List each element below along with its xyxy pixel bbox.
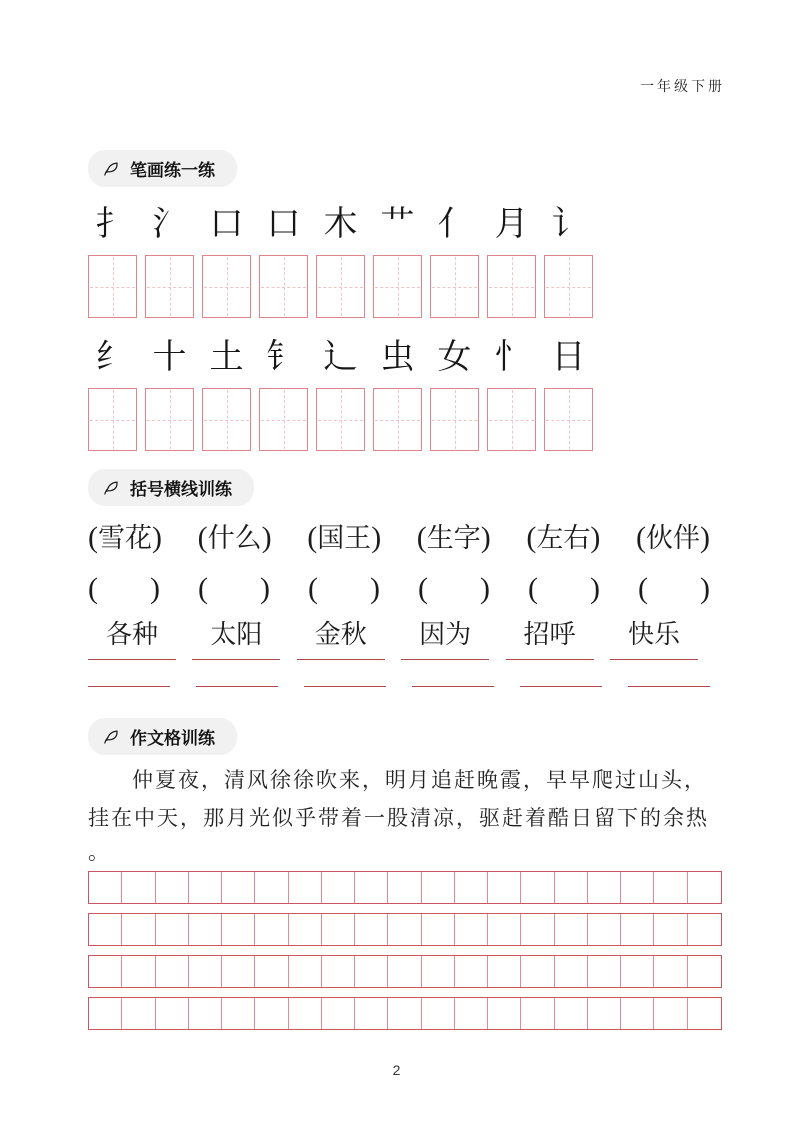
paragraph-line: 挂在中天，那月光似乎带着一股清凉，驱赶着酷日留下的余热 <box>88 806 709 830</box>
composition-grid-cell <box>156 872 189 903</box>
bracket-word <box>88 514 162 562</box>
composition-grid-cell <box>422 956 455 987</box>
composition-grid-cell <box>322 998 355 1029</box>
composition-grid-cell <box>322 914 355 945</box>
composition-grid-cell <box>156 914 189 945</box>
tianzige-box <box>202 255 251 318</box>
composition-grid-cell <box>455 998 488 1029</box>
tianzige-box <box>544 255 593 318</box>
composition-grid-cell <box>222 914 255 945</box>
stroke-char: 月 <box>494 206 529 243</box>
composition-grid-cell <box>122 956 155 987</box>
composition-grid-cell <box>388 956 421 987</box>
underlined-word: 各种 <box>88 614 176 660</box>
close-paren: ) <box>370 572 380 605</box>
stroke-row-2 <box>88 330 593 386</box>
stroke-char: 辶 <box>323 339 358 376</box>
composition-grid-cell <box>555 914 588 945</box>
stroke-char: 忄 <box>494 339 529 376</box>
composition-grid-cell <box>255 872 288 903</box>
stroke-char: 女 <box>437 339 472 376</box>
composition-grid-cell <box>355 872 388 903</box>
blank-underline <box>520 686 602 688</box>
composition-grid-cell <box>455 872 488 903</box>
tianzige-box <box>259 255 308 318</box>
composition-grid-cell <box>388 872 421 903</box>
composition-grid-cell <box>422 872 455 903</box>
composition-grid-cell <box>388 998 421 1029</box>
composition-grid-cell <box>289 872 322 903</box>
composition-grid-cell <box>222 998 255 1029</box>
composition-grid-cell <box>588 872 621 903</box>
composition-grid-cell <box>488 914 521 945</box>
quill-icon <box>102 479 120 497</box>
composition-grid-row <box>88 997 722 1030</box>
empty-bracket-pair <box>198 566 270 612</box>
tianzige-box <box>373 255 422 318</box>
blank-underline <box>196 686 278 688</box>
open-paren: ( <box>416 521 427 554</box>
tianzige-box <box>373 388 422 451</box>
composition-grid-cell <box>521 998 554 1029</box>
composition-grid-cell <box>89 956 122 987</box>
composition-grid-cell <box>621 998 654 1029</box>
stroke-char: 口 <box>266 206 301 243</box>
close-paren: ) <box>590 572 600 605</box>
tianzige-box <box>544 388 593 451</box>
composition-grid-cell <box>621 956 654 987</box>
open-paren: ( <box>307 521 318 554</box>
bracket-word-text: 生字 <box>426 523 481 553</box>
composition-grid-cell <box>588 998 621 1029</box>
underlined-word: 快乐 <box>610 614 698 660</box>
composition-grid-cell <box>355 914 388 945</box>
document-edition-label: 一年级下册 <box>640 80 725 95</box>
section-title-text: 笔画练一练 <box>130 161 215 180</box>
composition-grid-cell <box>488 998 521 1029</box>
open-paren: ( <box>88 521 98 554</box>
open-paren: ( <box>526 521 537 554</box>
close-paren: ) <box>371 521 382 554</box>
tianzige-box <box>316 255 365 318</box>
underlined-word: 招呼 <box>506 614 594 660</box>
composition-grid-cell <box>89 914 122 945</box>
tianzige-box <box>88 388 137 451</box>
composition-grid-cell <box>388 914 421 945</box>
tianzige-box <box>88 255 137 318</box>
composition-grid-cell <box>588 956 621 987</box>
section-title-text: 括号横线训练 <box>130 480 232 499</box>
open-paren: ( <box>418 572 428 605</box>
composition-grid-row <box>88 871 722 904</box>
blank-underline <box>88 686 170 688</box>
composition-grid-row <box>88 913 722 946</box>
composition-grid-cell <box>688 998 721 1029</box>
blank-underline <box>412 686 494 688</box>
composition-grid-cell <box>588 914 621 945</box>
tianzige-box <box>487 388 536 451</box>
underlined-word: 太阳 <box>192 614 280 660</box>
composition-grid-cell <box>222 956 255 987</box>
composition-grid-cell <box>189 956 222 987</box>
composition-grid-cell <box>89 872 122 903</box>
close-paren: ) <box>590 521 601 554</box>
quill-icon <box>102 160 120 178</box>
stroke-char: 土 <box>209 339 244 376</box>
composition-grid-cell <box>122 998 155 1029</box>
tianzige-box <box>145 388 194 451</box>
bracket-word-text: 伙伴 <box>645 523 700 553</box>
composition-grid-cell <box>289 914 322 945</box>
open-paren: ( <box>88 572 98 605</box>
composition-grid-cell <box>355 998 388 1029</box>
close-paren: ) <box>261 521 272 554</box>
composition-grid-cell <box>156 998 189 1029</box>
close-paren: ) <box>152 521 162 554</box>
close-paren: ) <box>480 521 491 554</box>
stroke-practice-area <box>88 197 722 451</box>
empty-bracket-pair <box>308 566 380 612</box>
composition-grid-cell <box>555 998 588 1029</box>
composition-grid-cell <box>688 914 721 945</box>
close-paren: ) <box>260 572 270 605</box>
composition-grid <box>88 871 722 1030</box>
stroke-char: 艹 <box>380 206 415 243</box>
composition-grid-cell <box>621 914 654 945</box>
composition-grid-row <box>88 955 722 988</box>
stroke-char: 钅 <box>266 339 301 376</box>
stroke-row-1 <box>88 197 593 253</box>
tianzige-box <box>316 388 365 451</box>
stroke-char: 虫 <box>380 339 415 376</box>
composition-grid-cell <box>654 914 687 945</box>
stroke-char: 讠 <box>551 206 586 243</box>
composition-grid-cell <box>621 872 654 903</box>
section-title-text: 作文格训练 <box>130 729 215 748</box>
practice-box-row-2 <box>88 388 593 451</box>
composition-grid-cell <box>688 956 721 987</box>
tianzige-box <box>487 255 536 318</box>
open-paren: ( <box>638 572 648 605</box>
composition-grid-cell <box>255 998 288 1029</box>
underlined-word: 金秋 <box>297 614 385 660</box>
paragraph-line: 。 <box>88 840 111 864</box>
worksheet-content <box>88 150 722 1030</box>
section-title-brackets <box>88 469 254 506</box>
composition-grid-cell <box>521 914 554 945</box>
composition-grid-cell <box>322 872 355 903</box>
open-paren: ( <box>308 572 318 605</box>
tianzige-box <box>202 388 251 451</box>
composition-grid-cell <box>488 872 521 903</box>
composition-grid-cell <box>422 998 455 1029</box>
composition-grid-cell <box>555 956 588 987</box>
empty-brackets-row <box>88 566 710 612</box>
underline-words-row <box>88 614 698 660</box>
stroke-char: 扌 <box>95 206 130 243</box>
stroke-char: 纟 <box>95 339 130 376</box>
bracket-word <box>526 514 600 562</box>
composition-grid-cell <box>289 998 322 1029</box>
close-paren: ) <box>150 572 160 605</box>
bracket-word <box>636 514 710 562</box>
composition-paragraph <box>88 761 722 867</box>
empty-bracket-pair <box>638 566 710 612</box>
bracket-word-text: 什么 <box>207 523 262 553</box>
practice-box-row-1 <box>88 255 593 318</box>
underlined-word: 因为 <box>401 614 489 660</box>
composition-grid-cell <box>355 956 388 987</box>
composition-grid-cell <box>322 956 355 987</box>
blank-underline <box>304 686 386 688</box>
stroke-char: 十 <box>152 339 187 376</box>
close-paren: ) <box>480 572 490 605</box>
composition-grid-cell <box>555 872 588 903</box>
composition-grid-cell <box>89 998 122 1029</box>
bracket-word <box>417 514 491 562</box>
empty-bracket-pair <box>418 566 490 612</box>
empty-underlines-row <box>88 686 710 688</box>
composition-grid-cell <box>189 872 222 903</box>
quill-icon <box>102 728 120 746</box>
open-paren: ( <box>528 572 538 605</box>
blank-underline <box>628 686 710 688</box>
bracket-word-text: 雪花 <box>98 523 152 553</box>
bracket-word <box>198 514 272 562</box>
bracket-word-text: 左右 <box>536 523 591 553</box>
stroke-char: 木 <box>323 206 358 243</box>
open-paren: ( <box>635 521 646 554</box>
section-title-strokes <box>88 150 237 187</box>
bracket-words-row <box>88 514 710 562</box>
composition-grid-cell <box>122 872 155 903</box>
tianzige-box <box>259 388 308 451</box>
stroke-char: 日 <box>551 339 586 376</box>
empty-bracket-pair <box>88 566 160 612</box>
composition-grid-cell <box>255 914 288 945</box>
composition-grid-cell <box>521 872 554 903</box>
empty-bracket-pair <box>528 566 600 612</box>
composition-grid-cell <box>455 956 488 987</box>
composition-grid-cell <box>688 872 721 903</box>
composition-grid-cell <box>189 914 222 945</box>
bracket-word-text: 国王 <box>317 523 372 553</box>
composition-grid-cell <box>455 914 488 945</box>
composition-grid-cell <box>488 956 521 987</box>
composition-grid-cell <box>222 872 255 903</box>
open-paren: ( <box>198 572 208 605</box>
tianzige-box <box>145 255 194 318</box>
composition-grid-cell <box>422 914 455 945</box>
bracket-word <box>307 514 381 562</box>
stroke-char: 氵 <box>152 206 187 243</box>
composition-grid-cell <box>289 956 322 987</box>
section-title-composition <box>88 718 237 755</box>
composition-grid-cell <box>654 956 687 987</box>
composition-grid-cell <box>255 956 288 987</box>
composition-grid-cell <box>189 998 222 1029</box>
stroke-char: 口 <box>209 206 244 243</box>
composition-grid-cell <box>521 956 554 987</box>
composition-grid-cell <box>654 998 687 1029</box>
composition-grid-cell <box>156 956 189 987</box>
tianzige-box <box>430 388 479 451</box>
close-paren: ) <box>700 572 710 605</box>
tianzige-box <box>430 255 479 318</box>
composition-grid-cell <box>122 914 155 945</box>
paragraph-line: 仲夏夜，清风徐徐吹来，明月追赶晚霞，早早爬过山头， <box>132 768 707 792</box>
composition-grid-cell <box>654 872 687 903</box>
close-paren: ) <box>699 521 710 554</box>
page-number: 2 <box>392 1062 401 1078</box>
stroke-char: 亻 <box>437 206 472 243</box>
open-paren: ( <box>197 521 208 554</box>
